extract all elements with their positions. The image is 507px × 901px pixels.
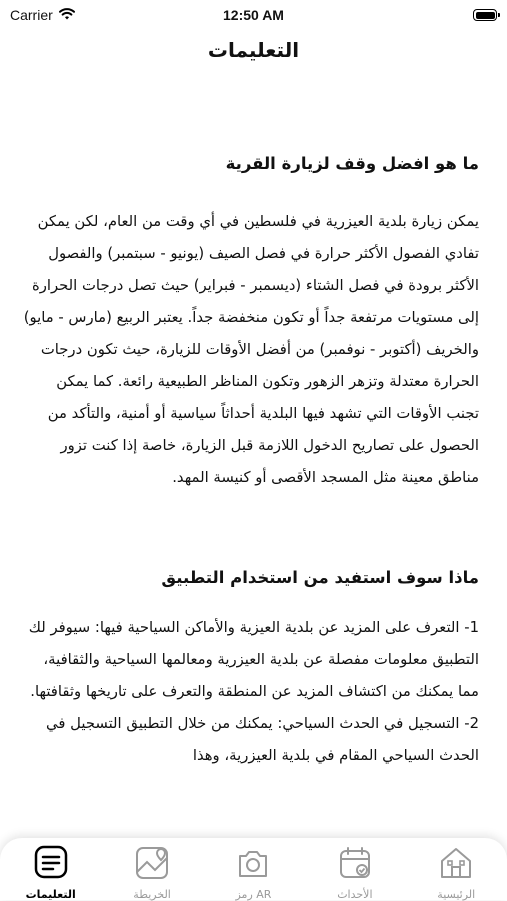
battery-icon — [473, 9, 497, 21]
tab-label-events: الأحداث — [337, 888, 373, 901]
tab-label-instructions: التعليمات — [25, 888, 76, 901]
tab-events[interactable] — [310, 844, 400, 901]
status-time: 12:50 AM — [223, 7, 284, 23]
page-title: التعليمات — [207, 38, 300, 62]
calendar-icon — [336, 844, 374, 885]
tab-label-map: الخريطة — [133, 888, 171, 901]
carrier-label: Carrier — [10, 7, 53, 23]
status-bar — [0, 0, 507, 30]
status-left — [10, 7, 76, 24]
section-body-app-benefits: 1- التعرف على المزيد عن بلدية العيزية والأماكن السياحية فيها: سيوفر لك التطبيق معلومات مفصلة عن بلدية العيزرية ومعالمها السياحية والثقافية، مما يمكنك من اكتشاف المزيد عن المنطقة والتعرف على تاريخها وثقافتها. 2- التسجيل في الحدث السياحي: يمكنك من خلال التطبيق التسجيل في الحدث السياحي المقام في بلدية العيزرية، وهذا — [28, 619, 479, 764]
tab-ar-code[interactable] — [208, 844, 298, 901]
section-heading-app-benefits: ماذا سوف استفيد من استخدام التطبيق — [161, 568, 479, 587]
tab-label-home: الرئيسية — [437, 888, 476, 901]
tab-map[interactable] — [107, 844, 197, 901]
instructions-content — [22, 96, 479, 772]
section-heading-best-time: ما هو افضل وقف لزيارة القرية — [225, 154, 479, 173]
section-body-best-time: يمكن زيارة بلدية العيزرية في فلسطين في أي وقت من العام، لكن يمكن تفادي الفصول الأكثر حرارة في فصل الصيف (يونيو - سبتمبر) والفصول الأكثر برودة في فصل الشتاء (ديسمبر - فبراير) حيث تصل درجات الحرارة إلى مستويات مرتفعة جداً أو تكون منخفضة جداً. يعتبر الربيع (مارس - مايو) والخريف (أكتوبر - نوفمبر) من أفضل الأوقات للزيارة، حيث تكون درجات الحرارة معتدلة وتزهر الزهور وتكون المناظر الطبيعية رائعة. كما يمكن تجنب الأوقات التي تشهد فيها البلدية أحداثاً سياسية أو أمنية، والتأكد من الحصول على تصاريح الدخول اللازمة قبل الزيارة، خاصة إذا كنت تزور مناطق معينة مثل المسجد الأقصى أو كنيسة المهد. — [23, 213, 479, 486]
tab-home[interactable] — [411, 844, 501, 901]
tab-instructions[interactable] — [6, 844, 96, 901]
home-icon — [437, 844, 475, 885]
bottom-tab-bar — [0, 838, 507, 900]
instructions-icon — [32, 844, 70, 885]
map-icon — [133, 844, 171, 885]
wifi-icon — [58, 7, 76, 24]
ar-camera-icon — [234, 844, 272, 885]
tab-label-ar-code: رمز AR — [235, 888, 272, 901]
